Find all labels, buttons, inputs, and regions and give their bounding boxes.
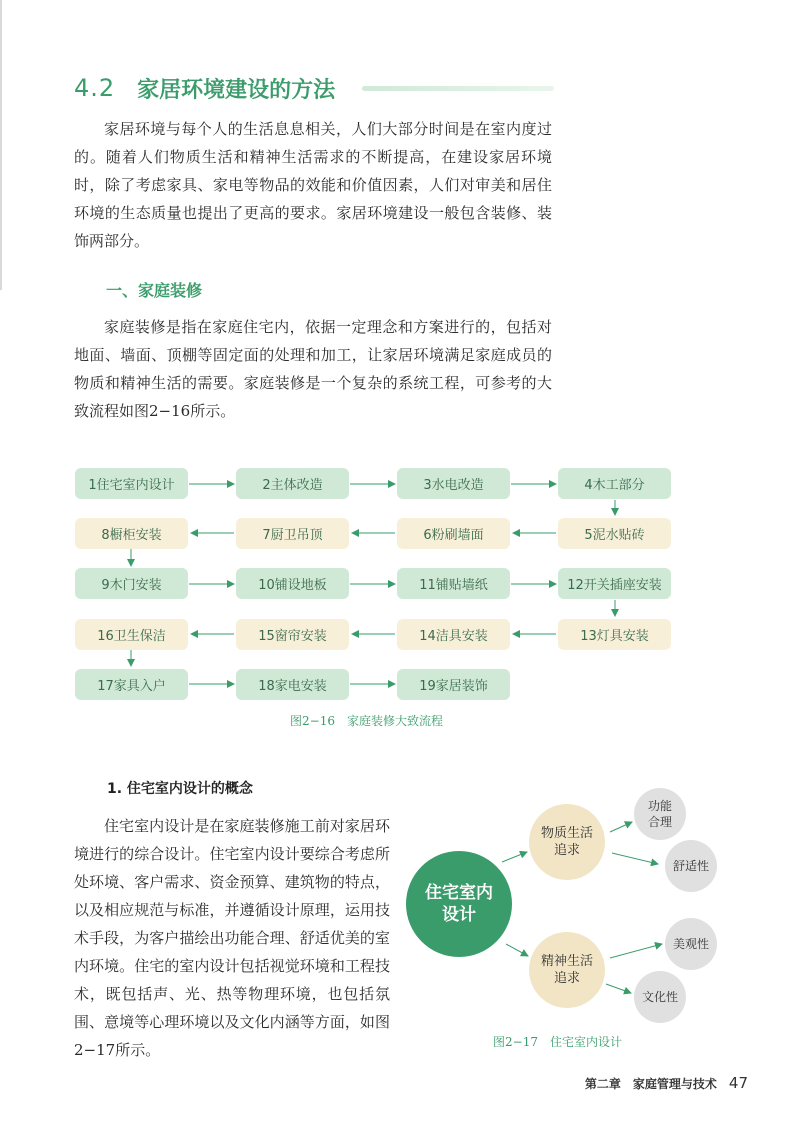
- flow-step: 8橱柜安装: [75, 518, 188, 549]
- flow-step: 5泥水贴砖: [558, 518, 671, 549]
- figure-caption-2-17: 图2−17 住宅室内设计: [493, 1035, 622, 1049]
- center-line2: 设计: [442, 905, 476, 925]
- page-footer: [585, 1074, 748, 1092]
- func-line1: 功能: [647, 799, 672, 813]
- intro-paragraph: 家居环境与每个人的生活息息相关，人们大部分时间是在室内度过的。随着人们物质生活和精神生活需求的不断提高，在建设家居环境时，除了考虑家具、家电等物品的效能和价值因素，人们对审美和居住环境的生态质量也提出了更高的要求。家居环境建设一般包含装修、装饰两部分。: [74, 120, 552, 250]
- spiritual-pursuit: [529, 932, 605, 1008]
- flow-step: 17家具入户: [75, 669, 188, 700]
- center-line1: 住宅室内: [425, 883, 493, 903]
- section-title: 家居环境建设的方法: [137, 77, 336, 103]
- concept-heading: 1. 住宅室内设计的概念: [107, 781, 253, 797]
- concept-paragraph: 住宅室内设计是在家庭装修施工前对家居环境进行的综合设计。住宅室内设计要综合考虑所处环境、客户需求、资金预算、建筑物的特点，以及相应规范与标准，并遵循设计原理，运用技术手段，为客户描绘出功能合理、舒适优美的室内环境。住宅的室内设计包括视觉环境和工程技术，既包括声、光、热等物理环境，也包括氛围、意境等心理环境以及文化内涵等方面，如图2−17所示。: [74, 817, 390, 1059]
- spiritual-line1: 精神生活: [540, 954, 593, 969]
- flow-step: 13灯具安装: [558, 619, 671, 650]
- flow-step: 7厨卫吊顶: [236, 518, 349, 549]
- material-pursuit: [529, 804, 605, 880]
- footer-chapter: 第二章 家庭管理与技术: [584, 1076, 717, 1091]
- flow-step: 18家电安装: [236, 669, 349, 700]
- page-number: 47: [728, 1074, 748, 1092]
- comfort: 舒适性: [665, 840, 717, 892]
- flow-step: 6粉刷墙面: [397, 518, 510, 549]
- func-line2: 合理: [647, 815, 672, 829]
- flow-step: 3水电改造: [397, 468, 510, 499]
- functional-rational: [634, 788, 686, 840]
- subsection-paragraph: 家庭装修是指在家庭住宅内，依据一定理念和方案进行的，包括对地面、墙面、顶棚等固定面的处理和加工，让家居环境满足家庭成员的物质和精神生活的需要。家庭装修是一个复杂的系统工程，可参考的大致流程如图2−16所示。: [74, 318, 552, 420]
- flow-step: 10铺设地板: [236, 568, 349, 599]
- subsection-title: 一、家庭装修: [106, 281, 203, 300]
- flow-step: 1住宅室内设计: [75, 468, 188, 499]
- flow-step: 14洁具安装: [397, 619, 510, 650]
- flow-step: 15窗帘安装: [236, 619, 349, 650]
- material-line1: 物质生活: [540, 826, 593, 841]
- flow-step: 19家居装饰: [397, 669, 510, 700]
- spiritual-line2: 追求: [553, 971, 580, 986]
- flow-step: 11铺贴墙纸: [397, 568, 510, 599]
- culture: 文化性: [634, 971, 686, 1023]
- section-number: 4.2: [74, 74, 116, 102]
- material-line2: 追求: [553, 843, 580, 858]
- figure-caption-2-16: 图2−16 家庭装修大致流程: [290, 714, 443, 728]
- flow-step: 16卫生保洁: [75, 619, 188, 650]
- flow-step: 12开关插座安装: [558, 568, 671, 599]
- flow-step: 2主体改造: [236, 468, 349, 499]
- beauty: 美观性: [665, 918, 717, 970]
- flow-step: 4木工部分: [558, 468, 671, 499]
- flow-step: 9木门安装: [75, 568, 188, 599]
- diagram-center: [406, 851, 512, 957]
